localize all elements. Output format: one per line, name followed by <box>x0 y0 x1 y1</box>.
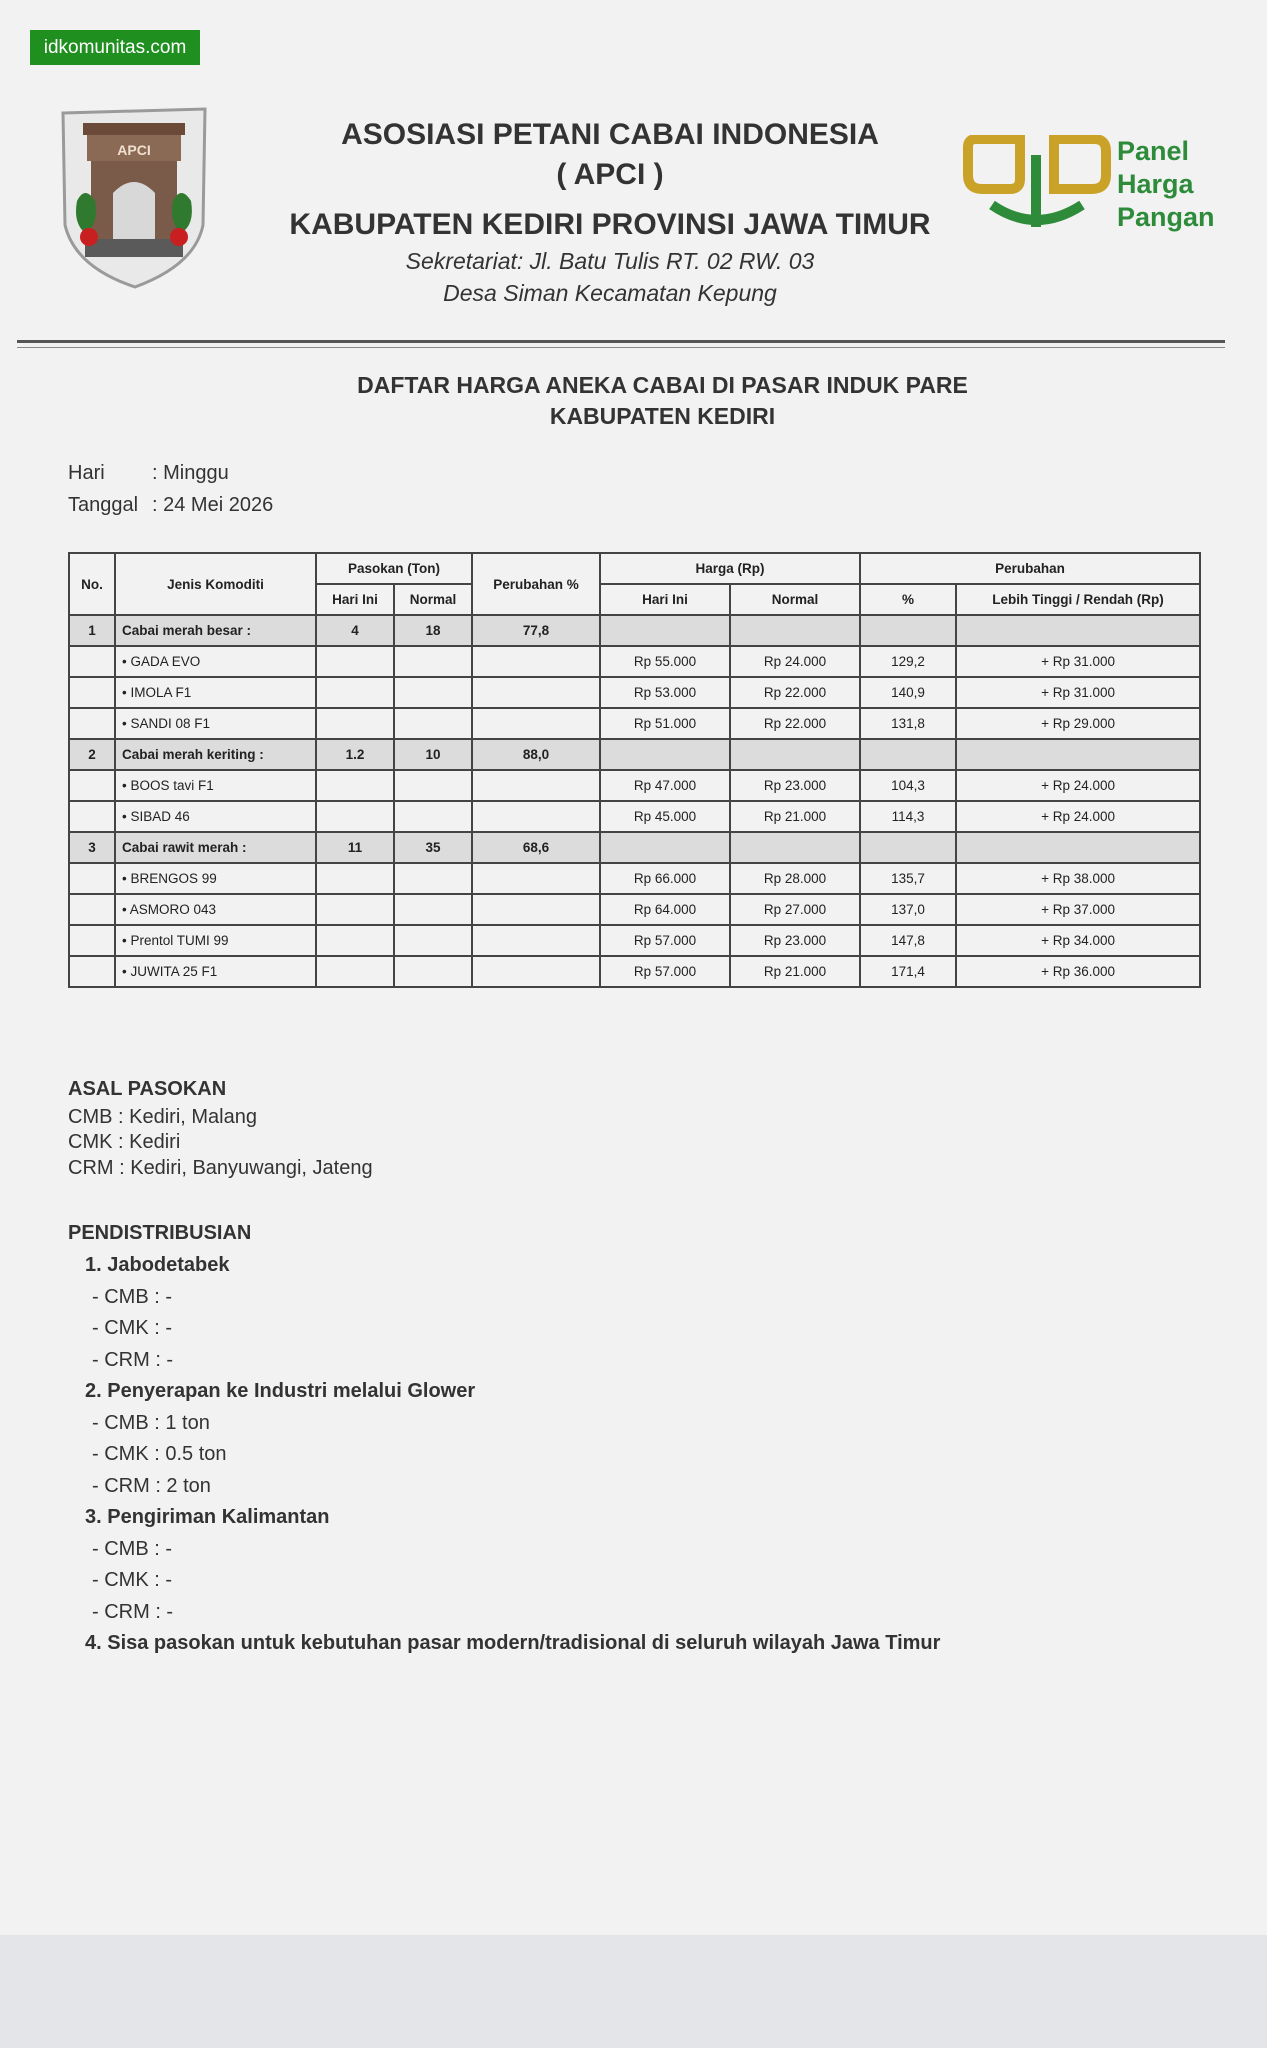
supply-normal: 10 <box>394 739 472 770</box>
supply-normal <box>394 801 472 832</box>
change-diff <box>956 739 1200 770</box>
supply-today <box>316 708 394 739</box>
distribution-item: 1. Jabodetabek <box>85 1254 230 1276</box>
commodity-name: • BOOS tavi F1 <box>115 770 316 801</box>
origin-value: : Kediri <box>118 1131 181 1153</box>
commodity-name: • IMOLA F1 <box>115 677 316 708</box>
supply-change <box>472 801 600 832</box>
row-no <box>69 677 115 708</box>
price-normal: Rp 21.000 <box>730 801 860 832</box>
supply-today <box>316 677 394 708</box>
change-pct <box>860 832 956 863</box>
distribution-subitem: - CMK : 0.5 ton <box>92 1443 227 1465</box>
price-normal: Rp 23.000 <box>730 770 860 801</box>
panel-harga-pangan-text <box>1117 135 1227 234</box>
price-normal <box>730 615 860 646</box>
change-diff: + Rp 37.000 <box>956 894 1200 925</box>
change-pct: 171,4 <box>860 956 956 987</box>
row-no: 3 <box>69 832 115 863</box>
supply-origin-heading: ASAL PASOKAN <box>68 1078 227 1100</box>
price-normal: Rp 23.000 <box>730 925 860 956</box>
supply-change <box>472 894 600 925</box>
change-pct <box>860 739 956 770</box>
commodity-name: Cabai merah keriting : <box>115 739 316 770</box>
org-region: KABUPATEN KEDIRI PROVINSI JAWA TIMUR <box>289 208 931 241</box>
distribution-item: 3. Pengiriman Kalimantan <box>85 1506 330 1528</box>
row-no: 2 <box>69 739 115 770</box>
change-pct: 104,3 <box>860 770 956 801</box>
col-header-supply-change: Perubahan % <box>472 553 600 615</box>
origin-value: : Kediri, Banyuwangi, Jateng <box>119 1157 373 1179</box>
change-pct: 131,8 <box>860 708 956 739</box>
row-no <box>69 646 115 677</box>
header-divider <box>17 340 1225 343</box>
supply-today: 4 <box>316 615 394 646</box>
day-field <box>68 462 229 485</box>
supply-origin-item <box>68 1157 373 1180</box>
supply-normal <box>394 925 472 956</box>
col-header-supply: Pasokan (Ton) <box>316 553 472 584</box>
supply-change <box>472 925 600 956</box>
row-no <box>69 863 115 894</box>
change-diff: + Rp 29.000 <box>956 708 1200 739</box>
col-header-change-diff: Lebih Tinggi / Rendah (Rp) <box>956 584 1200 615</box>
change-pct: 140,9 <box>860 677 956 708</box>
col-header-supply-normal: Normal <box>394 584 472 615</box>
table-row <box>69 708 1200 739</box>
price-today: Rp 55.000 <box>600 646 730 677</box>
change-diff: + Rp 31.000 <box>956 677 1200 708</box>
col-header-price: Harga (Rp) <box>600 553 860 584</box>
commodity-name: • JUWITA 25 F1 <box>115 956 316 987</box>
table-row <box>69 801 1200 832</box>
commodity-name: Cabai merah besar : <box>115 615 316 646</box>
supply-today <box>316 646 394 677</box>
price-normal: Rp 24.000 <box>730 646 860 677</box>
commodity-name: • GADA EVO <box>115 646 316 677</box>
supply-today <box>316 863 394 894</box>
price-normal: Rp 28.000 <box>730 863 860 894</box>
distribution-heading: PENDISTRIBUSIAN <box>68 1222 252 1244</box>
distribution-subitem: - CMK : - <box>92 1317 172 1339</box>
distribution-subitem: - CRM : - <box>92 1600 174 1623</box>
category-row <box>69 615 1200 646</box>
org-name: ASOSIASI PETANI CABAI INDONESIA <box>341 118 879 151</box>
distribution-item: 4. Sisa pasokan untuk kebutuhan pasar modern/tradisional di seluruh wilayah Jawa Timur <box>85 1632 941 1654</box>
distribution-subitem: - CMK : - <box>92 1569 172 1591</box>
col-header-no: No. <box>69 553 115 615</box>
logo-word-panel: Panel <box>1117 136 1190 166</box>
table-row <box>69 863 1200 894</box>
price-today: Rp 64.000 <box>600 894 730 925</box>
price-today <box>600 832 730 863</box>
price-normal: Rp 22.000 <box>730 708 860 739</box>
distribution-subitem: - CMB : 1 ton <box>92 1411 210 1434</box>
origin-code: CRM <box>68 1157 114 1179</box>
supply-change <box>472 863 600 894</box>
price-today <box>600 739 730 770</box>
distribution-subitem: - CMB : - <box>92 1537 172 1560</box>
price-today: Rp 57.000 <box>600 956 730 987</box>
change-pct: 129,2 <box>860 646 956 677</box>
supply-normal <box>394 956 472 987</box>
distribution-subitem: - CMB : - <box>92 1285 172 1308</box>
price-today <box>600 615 730 646</box>
document-subtitle: KABUPATEN KEDIRI <box>549 403 776 429</box>
row-no <box>69 801 115 832</box>
price-normal: Rp 27.000 <box>730 894 860 925</box>
col-header-price-normal: Normal <box>730 584 860 615</box>
commodity-name: • BRENGOS 99 <box>115 863 316 894</box>
org-abbreviation: ( APCI ) <box>556 158 664 191</box>
price-normal: Rp 21.000 <box>730 956 860 987</box>
category-row <box>69 832 1200 863</box>
price-today: Rp 51.000 <box>600 708 730 739</box>
col-header-change-pct: % <box>860 584 956 615</box>
table-row <box>69 646 1200 677</box>
change-diff: + Rp 24.000 <box>956 770 1200 801</box>
logo-word-pangan: Pangan <box>1117 202 1215 232</box>
supply-today <box>316 801 394 832</box>
apci-logo-text: APCI <box>117 142 151 158</box>
change-diff <box>956 615 1200 646</box>
change-pct: 137,0 <box>860 894 956 925</box>
logo-word-harga: Harga <box>1117 169 1194 199</box>
origin-code: CMB <box>68 1106 113 1128</box>
day-value: : Minggu <box>152 462 229 484</box>
table-row <box>69 956 1200 987</box>
supply-normal: 35 <box>394 832 472 863</box>
supply-normal <box>394 863 472 894</box>
supply-origin-item <box>68 1131 180 1154</box>
change-diff <box>956 832 1200 863</box>
distribution-subitem: - CRM : 2 ton <box>92 1474 211 1497</box>
supply-normal <box>394 646 472 677</box>
price-today: Rp 57.000 <box>600 925 730 956</box>
distribution-item: 2. Penyerapan ke Industri melalui Glower <box>85 1380 476 1402</box>
price-normal <box>730 739 860 770</box>
row-no <box>69 894 115 925</box>
change-pct: 147,8 <box>860 925 956 956</box>
supply-today <box>316 894 394 925</box>
org-address-line2: Desa Siman Kecamatan Kepung <box>443 280 777 306</box>
supply-today: 11 <box>316 832 394 863</box>
commodity-name: • SIBAD 46 <box>115 801 316 832</box>
change-diff: + Rp 31.000 <box>956 646 1200 677</box>
supply-change <box>472 770 600 801</box>
table-row <box>69 677 1200 708</box>
row-no <box>69 925 115 956</box>
apci-logo <box>55 105 213 290</box>
table-row <box>69 894 1200 925</box>
supply-change <box>472 677 600 708</box>
org-address-line1: Sekretariat: Jl. Batu Tulis RT. 02 RW. 03 <box>405 248 815 274</box>
document-title: DAFTAR HARGA ANEKA CABAI DI PASAR INDUK PARE <box>357 372 968 398</box>
price-normal: Rp 22.000 <box>730 677 860 708</box>
supply-today <box>316 770 394 801</box>
price-normal <box>730 832 860 863</box>
supply-change: 68,6 <box>472 832 600 863</box>
col-header-change: Perubahan <box>860 553 1200 584</box>
supply-today <box>316 956 394 987</box>
supply-change <box>472 956 600 987</box>
price-today: Rp 45.000 <box>600 801 730 832</box>
supply-change <box>472 646 600 677</box>
supply-change <box>472 708 600 739</box>
change-diff: + Rp 38.000 <box>956 863 1200 894</box>
commodity-name: • SANDI 08 F1 <box>115 708 316 739</box>
col-header-price-today: Hari Ini <box>600 584 730 615</box>
price-table-body <box>69 615 1200 987</box>
change-diff: + Rp 36.000 <box>956 956 1200 987</box>
supply-normal <box>394 894 472 925</box>
leaf-mark-icon <box>962 135 1112 235</box>
col-header-supply-today: Hari Ini <box>316 584 394 615</box>
watermark-label: idkomunitas.com <box>30 30 200 65</box>
distribution-subitem: - CRM : - <box>92 1348 174 1371</box>
supply-normal: 18 <box>394 615 472 646</box>
row-no <box>69 770 115 801</box>
supply-today <box>316 925 394 956</box>
date-value: : 24 Mei 2026 <box>152 494 274 516</box>
supply-today: 1.2 <box>316 739 394 770</box>
price-today: Rp 66.000 <box>600 863 730 894</box>
panel-harga-pangan-logo <box>962 135 1222 235</box>
commodity-name: Cabai rawit merah : <box>115 832 316 863</box>
supply-change: 88,0 <box>472 739 600 770</box>
change-pct: 135,7 <box>860 863 956 894</box>
change-diff: + Rp 24.000 <box>956 801 1200 832</box>
commodity-name: • ASMORO 043 <box>115 894 316 925</box>
category-row <box>69 739 1200 770</box>
table-row <box>69 770 1200 801</box>
origin-code: CMK <box>68 1131 113 1153</box>
footer-band <box>0 1935 1267 2048</box>
date-field <box>68 494 273 517</box>
supply-origin-item <box>68 1106 257 1129</box>
row-no <box>69 956 115 987</box>
supply-change: 77,8 <box>472 615 600 646</box>
row-no <box>69 708 115 739</box>
price-today: Rp 53.000 <box>600 677 730 708</box>
change-diff: + Rp 34.000 <box>956 925 1200 956</box>
header-divider-thin <box>17 347 1225 348</box>
table-row <box>69 925 1200 956</box>
supply-normal <box>394 677 472 708</box>
origin-value: : Kediri, Malang <box>118 1106 257 1128</box>
supply-normal <box>394 708 472 739</box>
price-table <box>68 552 1201 988</box>
col-header-commodity: Jenis Komoditi <box>115 553 316 615</box>
commodity-name: • Prentol TUMI 99 <box>115 925 316 956</box>
supply-normal <box>394 770 472 801</box>
day-label: Hari <box>68 462 105 484</box>
change-pct: 114,3 <box>860 801 956 832</box>
change-pct <box>860 615 956 646</box>
price-today: Rp 47.000 <box>600 770 730 801</box>
row-no: 1 <box>69 615 115 646</box>
date-label: Tanggal <box>68 494 139 516</box>
